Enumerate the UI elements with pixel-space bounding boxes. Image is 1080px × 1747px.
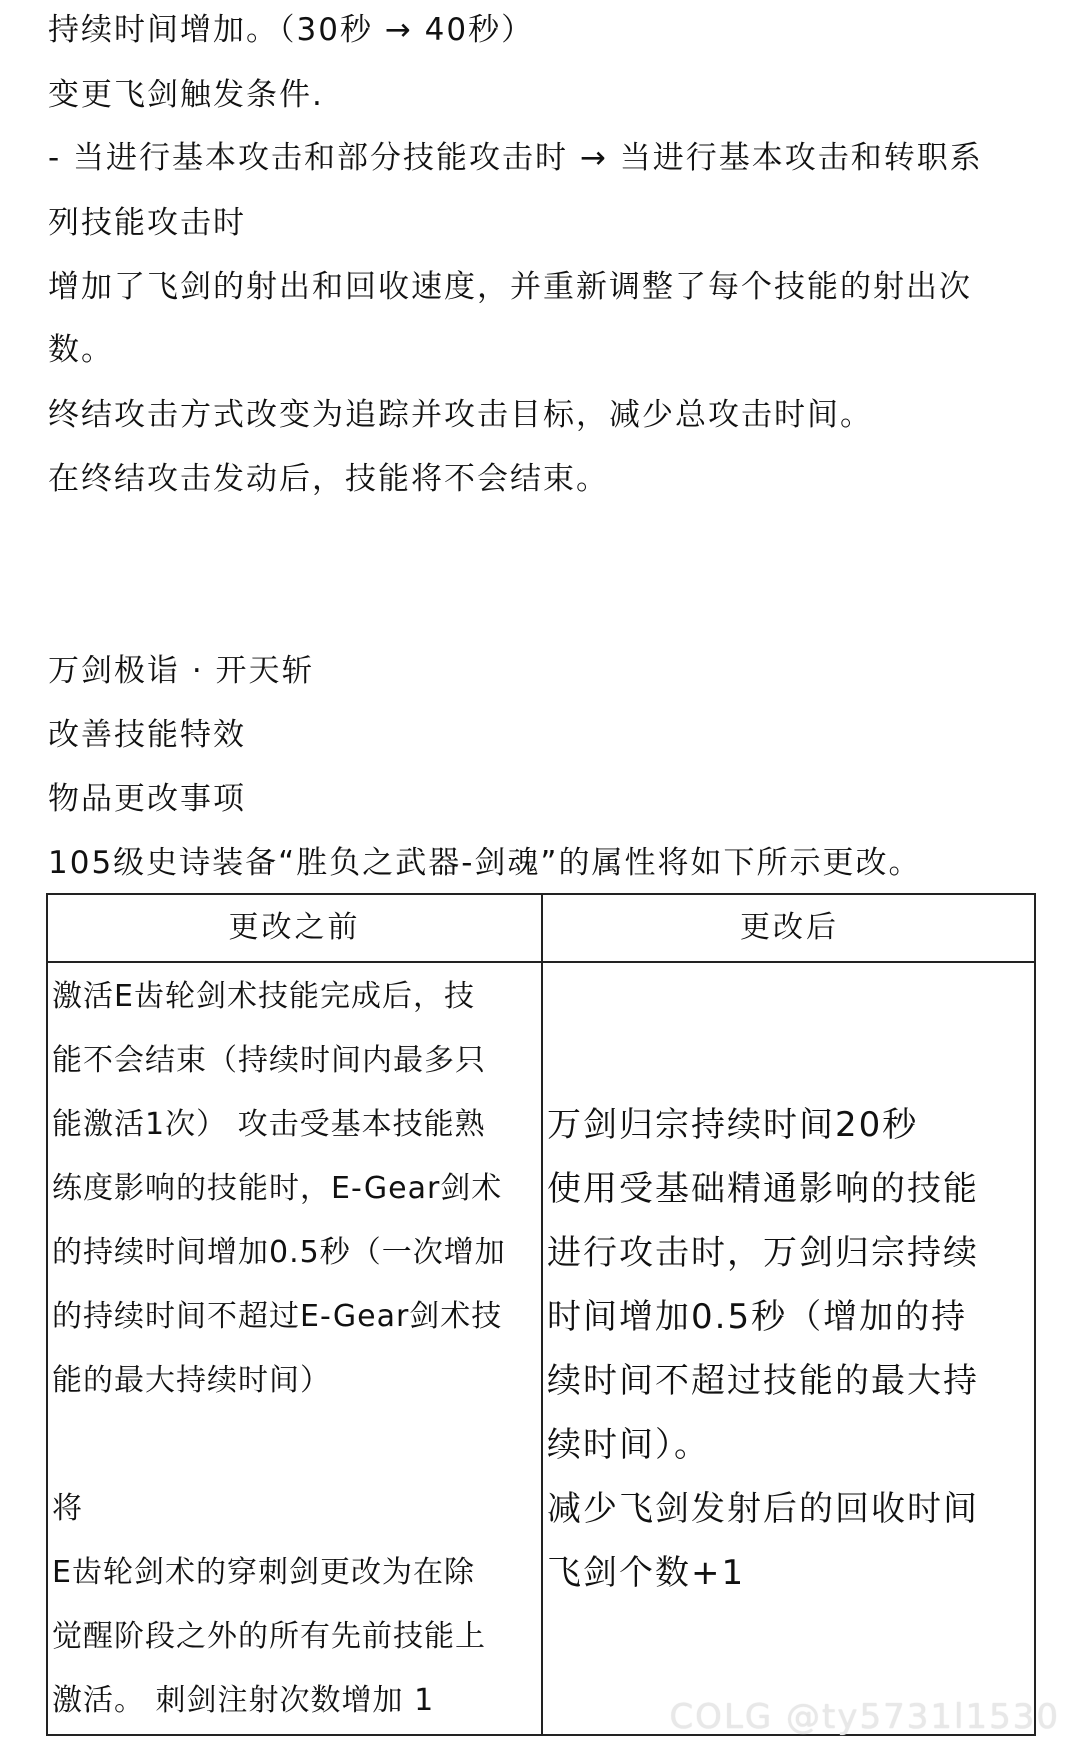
text-line-2: 变更飞剑触发条件. <box>48 77 324 113</box>
before-line-1: 激活E齿轮剑术技能完成后，技 <box>52 979 475 1014</box>
text-line-1: 持续时间增加。（30秒 → 40秒） <box>48 12 535 48</box>
text-line-4: 列技能攻击时 <box>48 205 246 241</box>
text-line-12: 105级史诗装备“胜负之武器-剑魂”的属性将如下所示更改。 <box>48 845 922 881</box>
text-line-11: 物品更改事项 <box>48 781 246 817</box>
text-line-5: 增加了飞剑的射出和回收速度，并重新调整了每个技能的射出次 <box>48 269 972 305</box>
before-line-5: 的持续时间增加0.5秒（一次增加 <box>52 1235 506 1270</box>
header-after: 更改后 <box>740 910 839 945</box>
before-line-2: 能不会结束（持续时间内最多只 <box>52 1043 486 1078</box>
before-line-7: 能的最大持续时间） <box>52 1363 331 1398</box>
text-line-9: 万剑极诣 · 开天斩 <box>48 653 315 689</box>
table-column-divider <box>541 895 543 1734</box>
header-before: 更改之前 <box>228 910 361 945</box>
watermark: COLG @ty5731l1530 <box>669 1697 1060 1737</box>
text-line-6: 数。 <box>48 332 114 368</box>
text-line-10: 改善技能特效 <box>48 717 246 753</box>
change-table <box>46 893 1036 1736</box>
after-line-1: 万剑归宗持续时间20秒 <box>547 1105 919 1145</box>
before-line-6: 的持续时间不超过E-Gear剑术技 <box>52 1299 503 1334</box>
table-header-divider <box>48 961 1034 963</box>
after-line-2: 使用受基础精通影响的技能 <box>547 1169 979 1209</box>
text-line-8: 在终结攻击发动后，技能将不会结束。 <box>48 461 609 497</box>
after-line-8: 飞剑个数+1 <box>547 1553 746 1593</box>
before-line-8: 将 <box>52 1491 83 1526</box>
text-line-7: 终结攻击方式改变为追踪并攻击目标，减少总攻击时间。 <box>48 397 873 433</box>
before-line-4: 练度影响的技能时，E-Gear剑术 <box>52 1171 503 1206</box>
before-line-11: 激活。 刺剑注射次数增加 1 <box>52 1683 435 1718</box>
text-line-3: - 当进行基本攻击和部分技能攻击时 → 当进行基本攻击和转职系 <box>48 140 983 176</box>
after-line-3: 进行攻击时，万剑归宗持续 <box>547 1233 979 1273</box>
before-line-9: E齿轮剑术的穿刺剑更改为在除 <box>52 1555 475 1590</box>
before-line-10: 觉醒阶段之外的所有先前技能上 <box>52 1619 486 1654</box>
before-line-3: 能激活1次） 攻击受基本技能熟 <box>52 1107 486 1142</box>
after-line-6: 续时间）。 <box>547 1425 710 1465</box>
after-line-4: 时间增加0.5秒（增加的持 <box>547 1297 968 1337</box>
after-line-5: 续时间不超过技能的最大持 <box>547 1361 979 1401</box>
after-line-7: 减少飞剑发射后的回收时间 <box>547 1489 979 1529</box>
